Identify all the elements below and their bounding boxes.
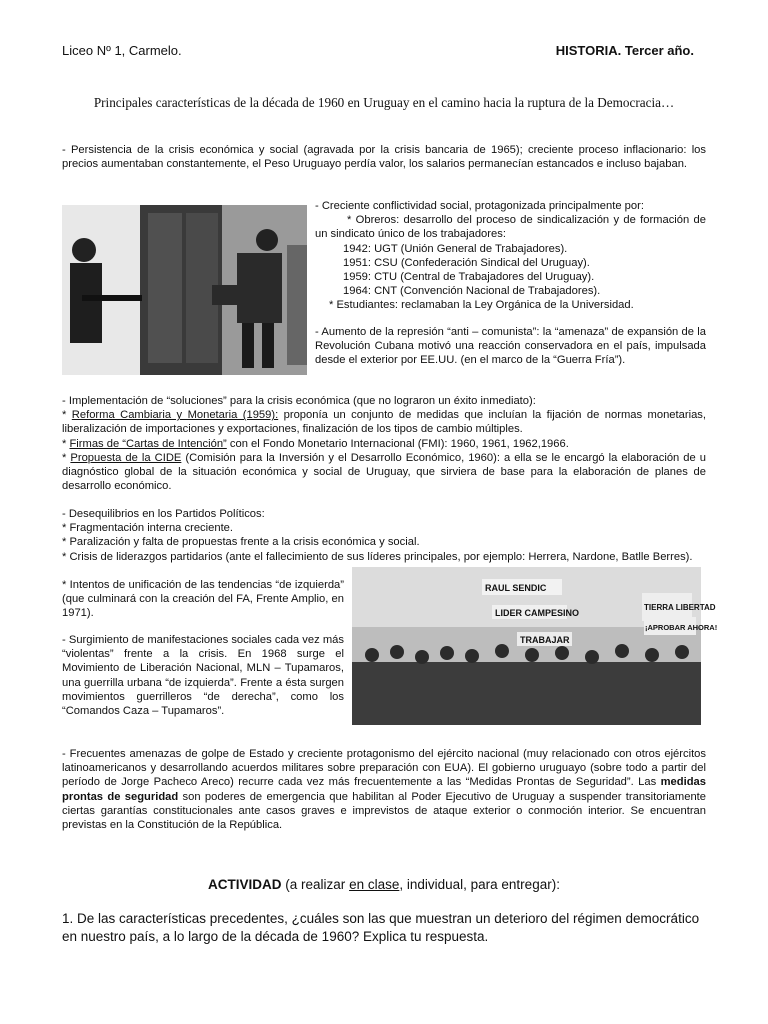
paragraph-coup-threats (62, 747, 706, 832)
reform-text: proponía un conjunto de medidas que incluían la fijación de normas monetarias, liberalización de importaciones y exportaciones, finalización de los tipos de cambio múltiples. (62, 409, 706, 436)
activity-heading (62, 877, 706, 892)
solution-cide: * Propuesta de la CIDE (Comisión para la Inversión y el Desarrollo Económico, 1960): a ella se le encargó la elaboración de u diagnóstico global de la situación económica y social de Uruguay, que sirviera de base para la elaboración de planes de desarrollo económico. (62, 451, 706, 493)
photo-soldiers (62, 205, 307, 375)
conflict-intro: - Creciente conflictividad social, protagonizada principalmente por: (315, 200, 644, 212)
sign-lider-campesino: LIDER CAMPESINO (495, 608, 580, 618)
union-1959: 1959: CTU (Central de Trabajadores del Uruguay). (343, 271, 595, 284)
sign-raul-sendic: RAUL SENDIC (485, 583, 547, 593)
parties-item-3: * Crisis de liderazgos partidarios (ante el fallecimiento de sus líderes principales, por ejemplo: Herrera, Nardone, Batlle Berres). (62, 550, 693, 563)
cide-label: Propuesta de la CIDE (70, 451, 182, 464)
paragraph-repression: - Aumento de la represión “anti – comunista”: la “amenaza” de expansión de la Revolución Cubana motivó una reacción conservadora en el país, impulsada desde el exterior por EE.UU. (en el marco de la “Guerra Fría”). (315, 326, 706, 367)
photo-soldiers-image (62, 205, 307, 375)
activity-label: ACTIVIDAD (208, 877, 282, 892)
document-title: Principales características de la década de 1960 en Uruguay en el camino hacia la ruptura de la Democracia… (93, 95, 675, 110)
union-1964: 1964: CNT (Convención Nacional de Trabajadores). (343, 285, 601, 298)
solutions-intro: - Implementación de “soluciones” para la crisis económica (que no lograron un éxito inmediato): (62, 395, 536, 407)
paragraph-economic-crisis: - Persistencia de la crisis económica y social (agravada por la crisis bancaria de 1965); creciente proceso inflacionario: los precios aumentaban constantemente, el Peso Uruguayo perdía valor, los salarios permanecían estancados e incluso bajaban. (62, 144, 706, 171)
coup-text-bold: medidas prontas de seguridad (62, 776, 706, 803)
economic-solutions-block (62, 394, 706, 493)
letters-text: con el Fondo Monetario Internacional (FMI): 1960, 1961, 1962,1966. (226, 437, 569, 450)
photo-demonstration (352, 567, 718, 725)
cide-text: (Comisión para la Inversión y el Desarrollo Económico, 1960): a ella se le encargó la elaboración de u diagnóstico global de la situación económica y social de Uruguay, que sirviera de base para la elaboración de planes de desarrollo económico. (62, 451, 706, 493)
union-1951: 1951: CSU (Confederación Sindical del Uruguay). (343, 256, 590, 269)
social-conflict-block (315, 199, 706, 313)
paragraph-protests: - Surgimiento de manifestaciones sociales cada vez más “violentas” frente a la crisis. En 1968 surge el Movimiento de Liberación Nacional, MLN – Tupamaros, una guerrilla urbana “de izquierda”. Frente a ésta surgen movimientos guerrilleros “de derecha”, como los “Comandos Caza – Tupamaros”. (62, 634, 344, 718)
subject-title: HISTORIA. Tercer año. (555, 43, 694, 58)
photo-demonstration-image (352, 567, 718, 725)
conflict-workers: * Obreros: desarrollo del proceso de sindicalización y de formación de un sindicato único de los trabajadores: (315, 214, 706, 241)
parties-intro: - Desequilibrios en los Partidos Políticos: (62, 508, 265, 520)
activity-pre: (a realizar (281, 877, 350, 892)
union-1942: 1942: UGT (Unión General de Trabajadores). (343, 242, 568, 255)
sign-aprobar-ahora: ¡APROBAR AHORA! (645, 623, 718, 632)
parties-item-2: * Paralización y falta de propuestas frente a la crisis económica y social. (62, 536, 420, 549)
school-name: Liceo Nº 1, Carmelo. (62, 43, 182, 58)
activity-post: , individual, para entregar): (399, 877, 560, 892)
parties-item-1: * Fragmentación interna creciente. (62, 522, 234, 535)
coup-text-a: - Frecuentes amenazas de golpe de Estado y creciente protagonismo del ejército nacional (muy relacionado con otros ejércitos latinoamericanos y desarrollando acuerdos militares sobre preparación con EUA). El gobierno uruguayo (sobre todo a partir del período de Jorge Pacheco Areco) recurre cada vez más frecuentemente a las “Medidas Prontas de Seguridad”. Las (62, 748, 706, 789)
sign-trabajar: TRABAJAR (520, 635, 570, 645)
coup-text-c: son poderes de emergencia que habilitan al Poder Ejecutivo de Uruguay a suspender transitoriamente ciertas garantías constitucionales ante casos graves e imprevistos de ataque exterior o conmoción interior. Se encuentran previstas en la Constitución de la República. (62, 790, 706, 832)
sign-tierra-libertad: TIERRA LIBERTAD (644, 603, 716, 612)
solution-reform: * Reforma Cambiaria y Monetaria (1959): proponía un conjunto de medidas que incluían la fijación de normas monetarias, liberalización de importaciones y exportaciones, finalización de los tipos de cambio múltiples. (62, 409, 706, 436)
solution-letters: * Firmas de “Cartas de Intención” con el Fondo Monetario Internacional (FMI): 1960, 1961, 1962,1966. (62, 437, 569, 450)
reform-label: Reforma Cambiaria y Monetaria (1959): (71, 409, 279, 422)
political-parties-block (62, 507, 706, 564)
parties-item-4: * Intentos de unificación de las tendencias “de izquierda” (que culminará con la creación del FA, Frente Amplio, en 1971). (62, 579, 344, 620)
activity-underlined: en clase (349, 877, 400, 892)
question-1: 1. De las características precedentes, ¿cuáles son las que muestran un deterioro del régimen democrático en nuestro país, a lo largo de la década de 1960? Explica tu respuesta. (62, 911, 700, 944)
conflict-students: * Estudiantes: reclamaban la Ley Orgánica de la Universidad. (329, 299, 634, 312)
letters-label: Firmas de “Cartas de Intención” (69, 437, 227, 450)
